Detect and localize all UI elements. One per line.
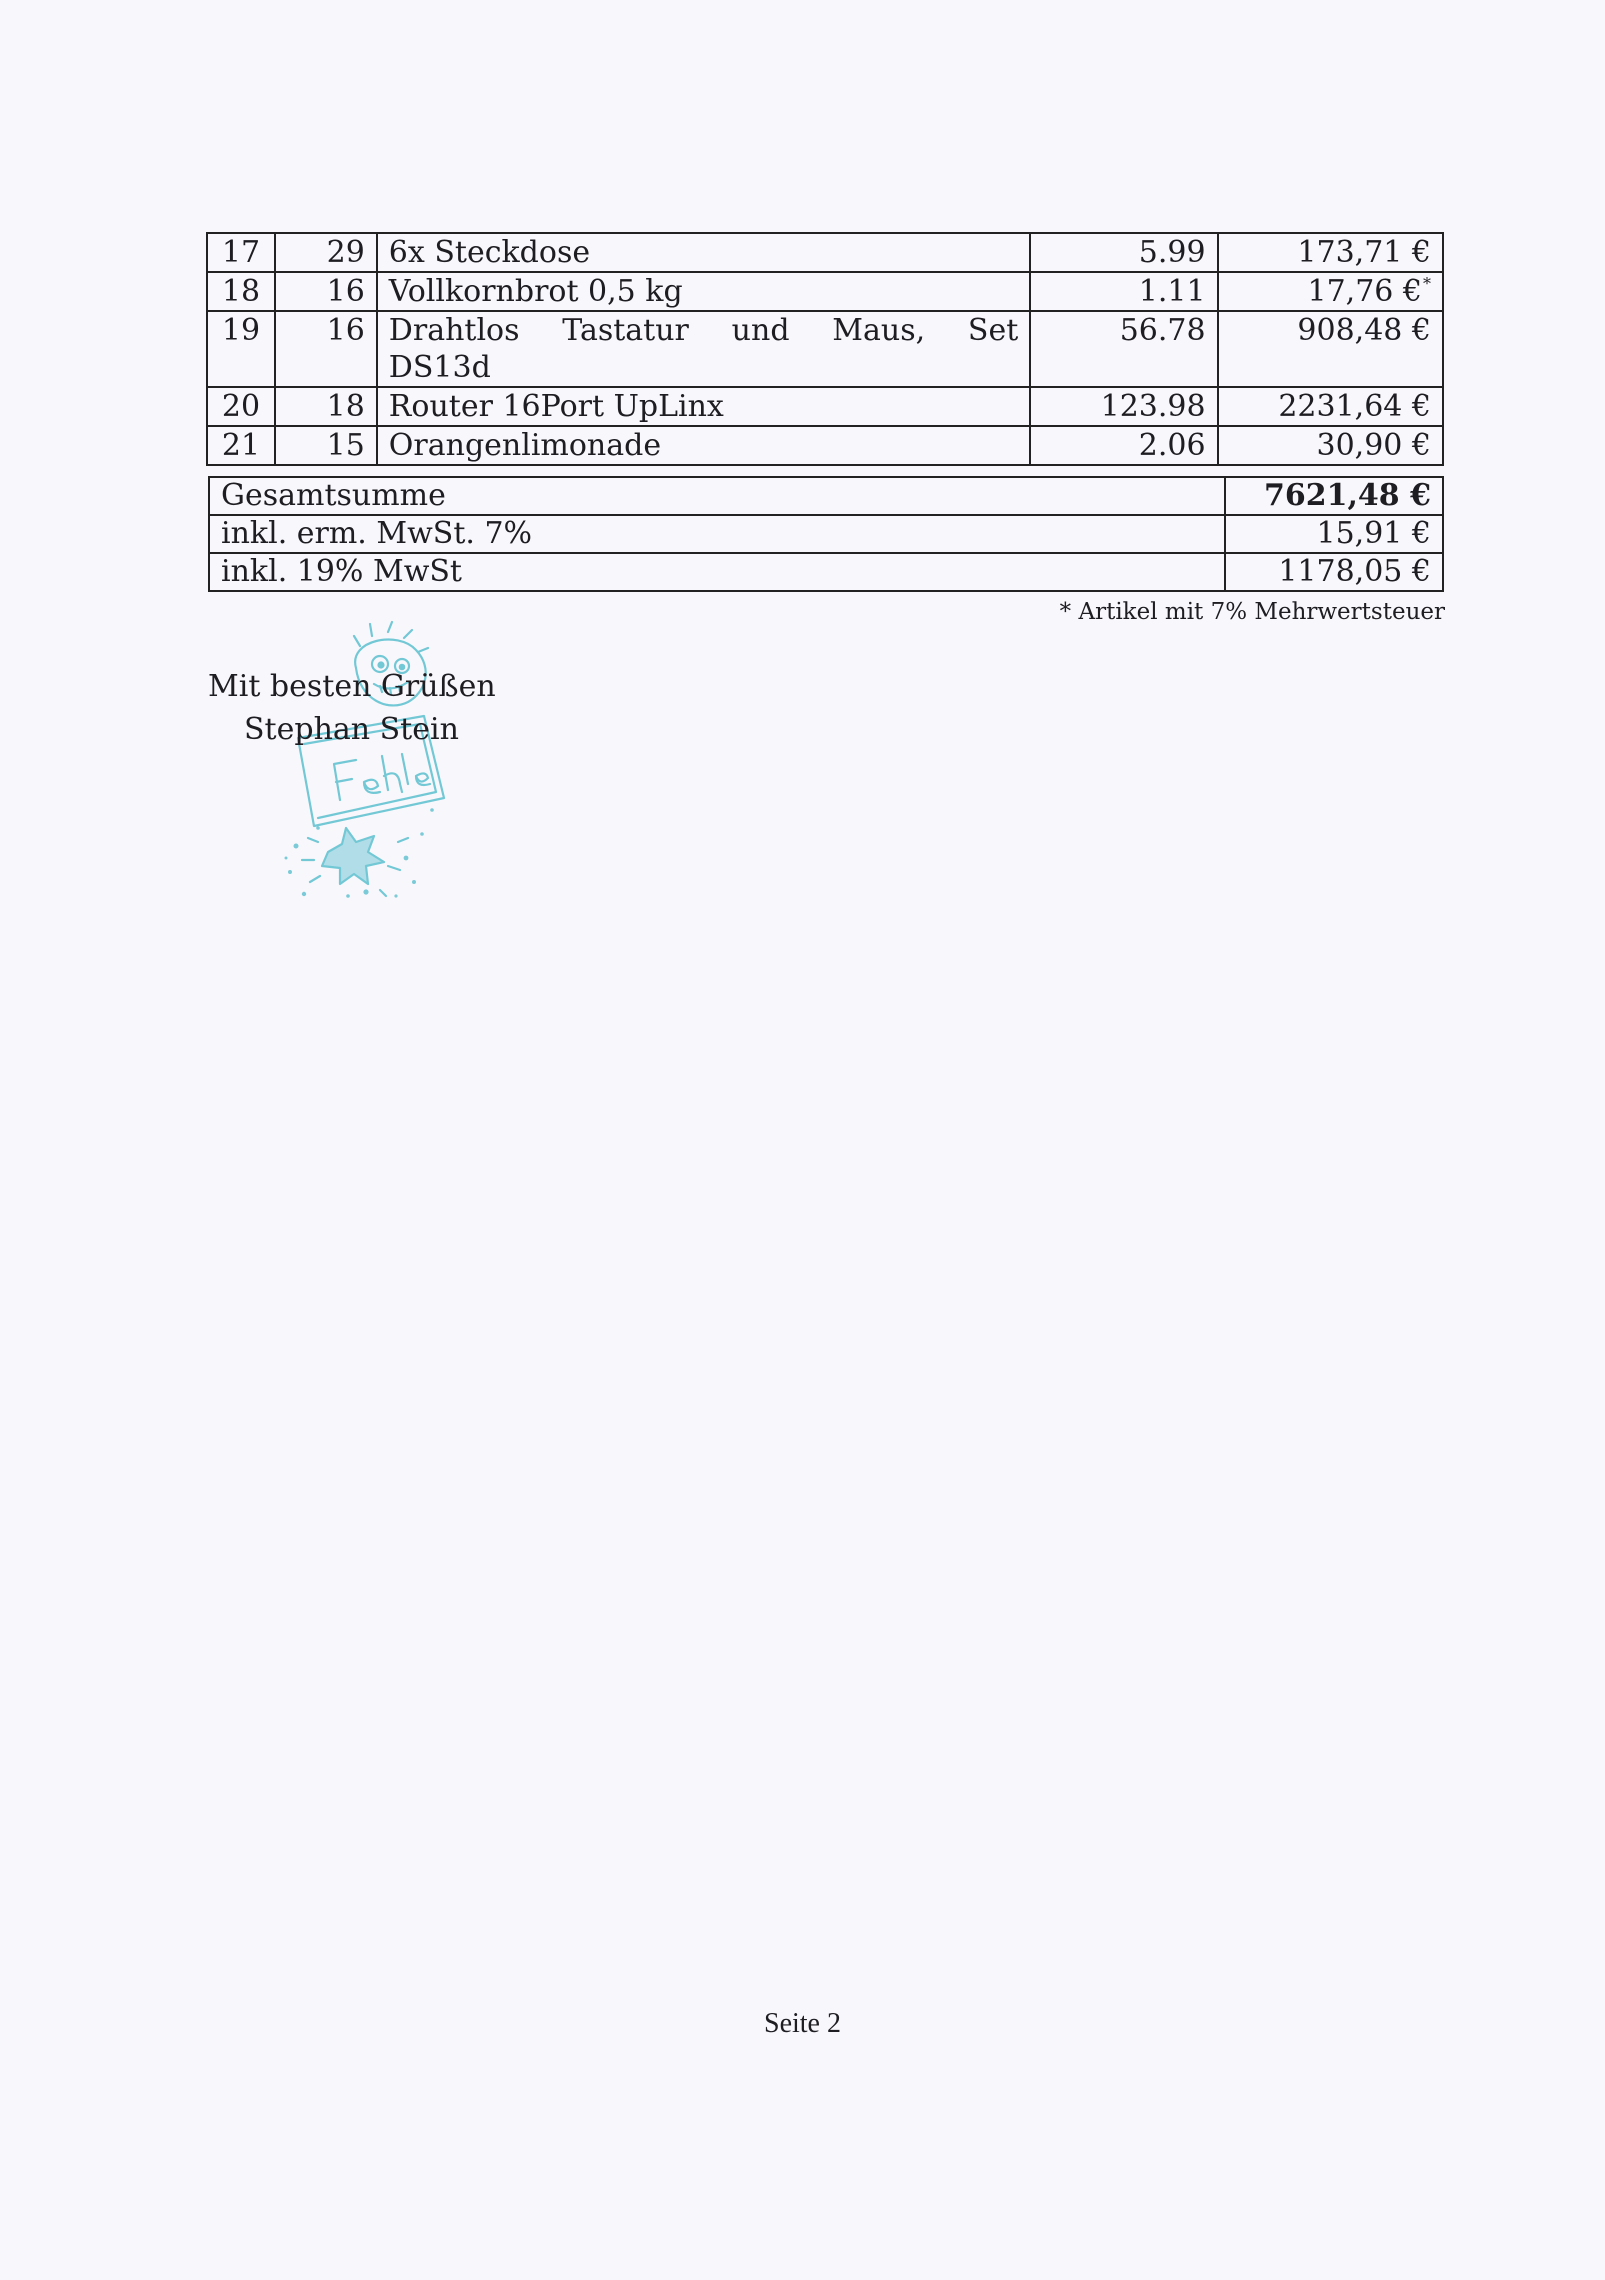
item-description-continuation: DS13d [388, 350, 491, 385]
item-total: 2231,64 € [1218, 387, 1443, 426]
item-unit-price: 56.78 [1030, 311, 1217, 387]
item-quantity: 18 [275, 387, 377, 426]
item-total: 908,48 € [1218, 311, 1443, 387]
item-total: 30,90 € [1218, 426, 1443, 465]
item-position: 19 [207, 311, 275, 387]
item-description [377, 387, 1031, 426]
item-unit-price: 2.06 [1030, 426, 1217, 465]
signatory-name: Stephan Stein [244, 712, 459, 747]
table-row [207, 311, 1443, 387]
item-position: 20 [207, 387, 275, 426]
item-quantity: 29 [275, 233, 377, 272]
table-row [207, 387, 1443, 426]
item-position: 17 [207, 233, 275, 272]
closing-block [208, 665, 496, 751]
fehler-stamp [248, 620, 478, 900]
item-position: 21 [207, 426, 275, 465]
reduced-vat-label: inkl. erm. MwSt. 7% [209, 515, 1225, 553]
item-total: 173,71 € [1218, 233, 1443, 272]
item-quantity: 16 [275, 311, 377, 387]
reduced-vat-marker: * [1423, 274, 1431, 293]
closing-greeting: Mit besten Grüßen [208, 669, 496, 704]
standard-vat-row [209, 553, 1443, 591]
items-table [206, 232, 1444, 466]
standard-vat-label: inkl. 19% MwSt [209, 553, 1225, 591]
item-total: 17,76 € [1307, 274, 1422, 309]
item-description [377, 426, 1031, 465]
reduced-vat-row [209, 515, 1443, 553]
vat-footnote: * Artikel mit 7% Mehrwertsteuer [1059, 599, 1445, 625]
item-description [377, 311, 1031, 387]
item-quantity: 16 [275, 272, 377, 311]
grand-total-value: 7621,48 € [1225, 477, 1443, 515]
item-total-cell [1218, 272, 1443, 311]
item-position: 18 [207, 272, 275, 311]
grand-total-label: Gesamtsumme [209, 477, 1225, 515]
grand-total-row [209, 477, 1443, 515]
table-row [207, 272, 1443, 311]
item-description [377, 272, 1031, 311]
item-description-text: 6x Steckdose [388, 235, 591, 270]
item-unit-price: 1.11 [1030, 272, 1217, 311]
totals-table [208, 476, 1444, 592]
item-description [377, 233, 1031, 272]
item-description-text: Router 16Port UpLinx [388, 389, 724, 424]
item-quantity: 15 [275, 426, 377, 465]
standard-vat-value: 1178,05 € [1225, 553, 1443, 591]
item-unit-price: 5.99 [1030, 233, 1217, 272]
item-description-text: Orangenlimonade [388, 428, 662, 463]
page-number: Seite 2 [764, 2008, 841, 2039]
item-unit-price: 123.98 [1030, 387, 1217, 426]
reduced-vat-value: 15,91 € [1225, 515, 1443, 553]
table-row [207, 233, 1443, 272]
item-description-text: Vollkornbrot 0,5 kg [388, 274, 683, 309]
table-row [207, 426, 1443, 465]
item-description-text: Drahtlos Tastatur und Maus, Set [388, 313, 1019, 348]
